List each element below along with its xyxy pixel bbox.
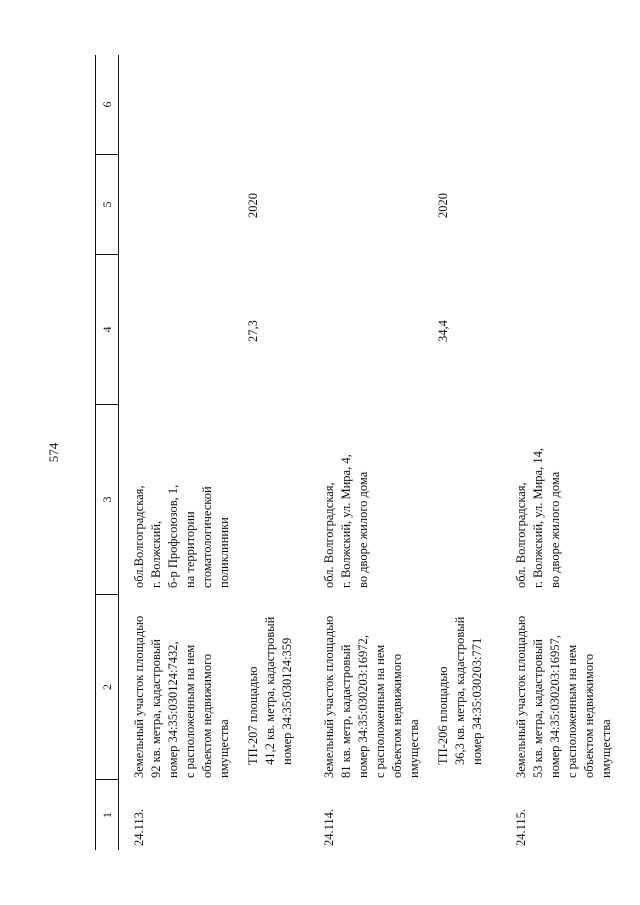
col-header-3: 3 bbox=[96, 405, 118, 595]
year-value: 2020 bbox=[436, 193, 450, 218]
object-address: обл.Волгоградская, г. Волжский, б-р Профсоюзов, 1, на территории стоматологической поликлиники bbox=[132, 484, 231, 588]
col-header-6: 6 bbox=[96, 55, 118, 155]
area-value: 34,4 bbox=[436, 320, 450, 342]
row-number: 24.114. bbox=[322, 808, 336, 846]
col-header-2: 2 bbox=[96, 595, 118, 780]
year-value: 2020 bbox=[246, 193, 260, 218]
object-address: обл. Волгоградская, г. Волжский, ул. Мира, 14, во дворе жилого дома bbox=[514, 448, 562, 588]
col-header-1: 1 bbox=[100, 812, 114, 818]
page-number: 574 bbox=[46, 442, 61, 463]
col-header-5: 5 bbox=[96, 155, 118, 255]
col-header-4: 4 bbox=[96, 255, 118, 405]
object-description: Земельный участок площадью 53 кв. метра, кадастровый номер 34:35:030203:16957, с расположенным на нем объектом недвижимого имущества bbox=[514, 615, 613, 778]
table-header-row bbox=[95, 55, 119, 850]
sub-object-description: ТП-207 площадью 41,2 кв. метра, кадастровый номер 34:35:030124:359 bbox=[246, 616, 294, 765]
object-description: Земельный участок площадью 92 кв. метра, кадастровый номер 34:35:030124:7432, с расположенным на нем объектом недвижимого имущества bbox=[132, 615, 231, 778]
object-address: обл. Волгоградская, г. Волжский, ул. Мира, 4, во дворе жилого дома bbox=[322, 454, 370, 588]
sub-object-description: ТП-206 площадью 36,3 кв. метра, кадастровый номер 34:35:030203:771 bbox=[436, 616, 484, 765]
area-value: 27,3 bbox=[246, 320, 260, 342]
row-number: 24.115. bbox=[514, 808, 528, 846]
rotated-table bbox=[46, 55, 613, 850]
row-number: 24.113. bbox=[132, 808, 146, 846]
object-description: Земельный участок площадью 81 кв. метр, кадастровый номер 34:35:030203:16972, с расположенным на нем объектом недвижимого имущества bbox=[322, 615, 421, 778]
